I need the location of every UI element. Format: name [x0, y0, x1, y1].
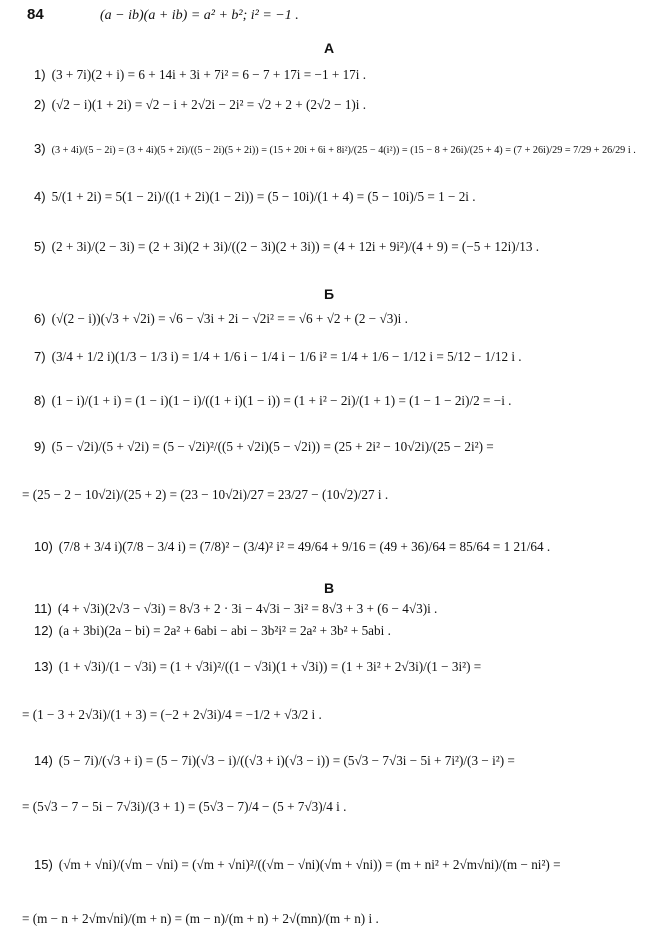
- exercise-1: 1) (3 + 7i)(2 + i) = 6 + 14i + 3i + 7i² = 6 − 7 + 17i = −1 + 17i .: [34, 67, 367, 82]
- exercise-4: 4) 5/(1 + 2i) = 5(1 − 2i)/((1 + 2i)(1 − 2i)) = (5 − 10i)/(1 + 4) = (5 − 10i)/5 = 1 − 2i .: [34, 189, 476, 204]
- page-number: 84: [27, 6, 44, 23]
- exercise-15-continued: = (m − n + 2√m√ni)/(m + n) = (m − n)/(m + n) + 2√(mn)/(m + n) i .: [22, 911, 379, 926]
- section-heading-a: А: [323, 40, 335, 56]
- exercise-3: 3) (3 + 4i)/(5 − 2i) = (3 + 4i)(5 + 2i)/((5 − 2i)(5 + 2i)) = (15 + 20i + 6i + 8i²)/(25 − 4(i²)) = (15 − 8 + 26i)/(25 + 4) = (7 + 26i)/29 = 7/29 + 26/29 i .: [34, 141, 636, 156]
- exercise-2: 2) (√2 − i)(1 + 2i) = √2 − i + 2√2i − 2i² = √2 + 2 + (2√2 − 1)i .: [34, 97, 367, 112]
- exercise-9-continued: = (25 − 2 − 10√2i)/(25 + 2) = (23 − 10√2i)/27 = 23/27 − (10√2)/27 i .: [22, 487, 389, 502]
- header-formula: (a − ib)(a + ib) = a² + b²; i² = −1 .: [100, 8, 299, 23]
- exercise-8: 8) (1 − i)/(1 + i) = (1 − i)(1 − i)/((1 + i)(1 − i)) = (1 + i² − 2i)/(1 + 1) = (1 − 1 − 2i)/2 = −i .: [34, 393, 512, 408]
- exercise-10: 10) (7/8 + 3/4 i)(7/8 − 3/4 i) = (7/8)² − (3/4)² i² = 49/64 + 9/16 = (49 + 36)/64 = 85/64 = 1 21/64 .: [34, 539, 551, 554]
- exercise-6: 6) (√(2 − i))(√3 + √2i) = √6 − √3i + 2i − √2i² = = √6 + √2 + (2 − √3)i .: [34, 311, 408, 326]
- exercise-5: 5) (2 + 3i)/(2 − 3i) = (2 + 3i)(2 + 3i)/((2 − 3i)(2 + 3i)) = (4 + 12i + 9i²)/(4 + 9) = (−5 + 12i)/13 .: [34, 239, 540, 254]
- exercise-13-continued: = (1 − 3 + 2√3i)/(1 + 3) = (−2 + 2√3i)/4 = −1/2 + √3/2 i .: [22, 707, 322, 722]
- section-heading-v: В: [323, 580, 335, 596]
- exercise-11: 11) (4 + √3i)(2√3 − √3i) = 8√3 + 2 · 3i − 4√3i − 3i² = 8√3 + 3 + (6 − 4√3)i .: [34, 601, 438, 616]
- exercise-14-continued: = (5√3 − 7 − 5i − 7√3i)/(3 + 1) = (5√3 − 7)/4 − (5 + 7√3)/4 i .: [22, 799, 347, 814]
- exercise-12: 12) (a + 3bi)(2a − bi) = 2a² + 6abi − abi − 3b²i² = 2a² + 3b² + 5abi .: [34, 623, 391, 638]
- exercise-7: 7) (3/4 + 1/2 i)(1/3 − 1/3 i) = 1/4 + 1/6 i − 1/4 i − 1/6 i² = 1/4 + 1/6 − 1/12 i = 5/12 − 1/12 i .: [34, 349, 522, 364]
- section-heading-b: Б: [323, 286, 335, 302]
- exercise-15: 15) (√m + √ni)/(√m − √ni) = (√m + √ni)²/((√m − √ni)(√m + √ni)) = (m + ni² + 2√m√ni)/(m − ni²) =: [34, 857, 561, 872]
- exercise-13: 13) (1 + √3i)/(1 − √3i) = (1 + √3i)²/((1 − √3i)(1 + √3i)) = (1 + 3i² + 2√3i)/(1 − 3i²) =: [34, 659, 482, 674]
- exercise-9: 9) (5 − √2i)/(5 + √2i) = (5 − √2i)²/((5 + √2i)(5 − √2i)) = (25 + 2i² − 10√2i)/(25 − 2i²) =: [34, 439, 494, 454]
- exercise-14: 14) (5 − 7i)/(√3 + i) = (5 − 7i)(√3 − i)/((√3 + i)(√3 − i)) = (5√3 − 7√3i − 5i + 7i²)/(3 − i²) =: [34, 753, 515, 768]
